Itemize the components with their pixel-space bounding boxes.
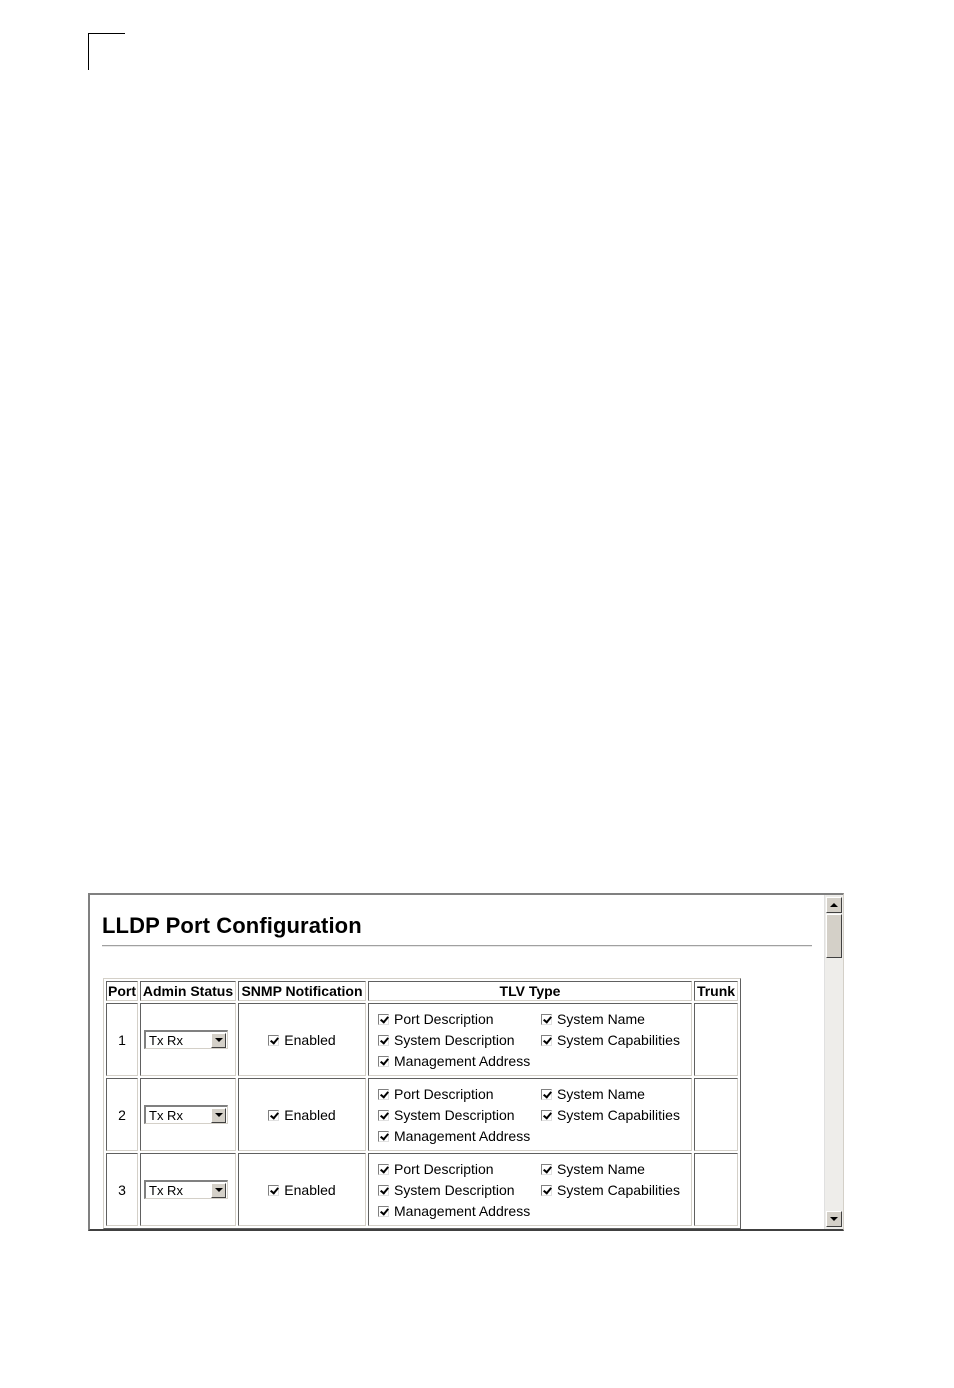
- tlv-label: System Capabilities: [557, 1031, 680, 1048]
- tlv-system-name: [541, 1160, 691, 1178]
- admin-status-select[interactable]: [144, 1105, 228, 1124]
- tlv-system-description-checkbox[interactable]: [378, 1110, 389, 1121]
- header-trunk: Trunk: [694, 981, 738, 1001]
- snmp-notification-cell: [238, 1003, 366, 1076]
- tlv-label: Port Description: [394, 1160, 494, 1177]
- tlv-system-name-checkbox[interactable]: [541, 1164, 552, 1175]
- tlv-port-description-checkbox[interactable]: [378, 1014, 389, 1025]
- admin-status-select[interactable]: [144, 1180, 228, 1199]
- dropdown-button[interactable]: [211, 1183, 226, 1198]
- admin-status-select[interactable]: [144, 1030, 228, 1049]
- tlv-management-address-checkbox[interactable]: [378, 1131, 389, 1142]
- snmp-notification-cell: [238, 1153, 366, 1226]
- tlv-label: Management Address: [394, 1127, 531, 1144]
- snmp-enabled-label: Enabled: [284, 1181, 336, 1198]
- tlv-label: Port Description: [394, 1085, 494, 1102]
- table-row: [106, 1003, 738, 1076]
- tlv-label: System Name: [557, 1010, 645, 1027]
- trunk-cell: [694, 1153, 738, 1226]
- dropdown-button[interactable]: [211, 1033, 226, 1048]
- tlv-label: System Description: [394, 1181, 515, 1198]
- scroll-up-button[interactable]: [826, 897, 842, 913]
- vertical-scrollbar[interactable]: [824, 895, 843, 1229]
- snmp-enabled-label: Enabled: [284, 1106, 336, 1123]
- tlv-management-address: [378, 1052, 541, 1070]
- tlv-label: Port Description: [394, 1010, 494, 1027]
- header-snmp-notification: SNMP Notification: [238, 981, 366, 1001]
- tlv-system-description-checkbox[interactable]: [378, 1035, 389, 1046]
- tlv-label: System Description: [394, 1106, 515, 1123]
- tlv-port-description-checkbox[interactable]: [378, 1164, 389, 1175]
- snmp-enabled-checkbox[interactable]: [268, 1185, 279, 1196]
- tlv-label: System Name: [557, 1085, 645, 1102]
- chevron-down-icon: [215, 1113, 223, 1117]
- title-divider: [102, 945, 812, 947]
- tlv-system-capabilities-checkbox[interactable]: [541, 1035, 552, 1046]
- tlv-label: System Capabilities: [557, 1106, 680, 1123]
- tlv-system-capabilities: [541, 1031, 691, 1049]
- tlv-port-description: [378, 1085, 541, 1103]
- tlv-management-address-checkbox[interactable]: [378, 1206, 389, 1217]
- page-title: LLDP Port Configuration: [102, 913, 362, 938]
- tlv-management-address: [378, 1127, 541, 1145]
- header-tlv-type: TLV Type: [368, 981, 692, 1001]
- tlv-system-description: [378, 1106, 541, 1124]
- table-row: [106, 1153, 738, 1226]
- tlv-system-description: [378, 1031, 541, 1049]
- tlv-system-capabilities: [541, 1106, 691, 1124]
- lldp-port-table: [103, 978, 741, 1229]
- tlv-label: Management Address: [394, 1202, 531, 1219]
- tlv-system-capabilities: [541, 1181, 691, 1199]
- chevron-down-icon: [215, 1038, 223, 1042]
- admin-status-cell: [140, 1003, 236, 1076]
- lldp-port-config-window: [88, 893, 844, 1231]
- tlv-type-cell: [368, 1153, 692, 1226]
- tlv-label: System Description: [394, 1031, 515, 1048]
- admin-status-value: Tx Rx: [149, 1182, 183, 1198]
- dropdown-button[interactable]: [211, 1108, 226, 1123]
- table-header-row: [106, 981, 738, 1001]
- tlv-label: System Name: [557, 1160, 645, 1177]
- scroll-down-button[interactable]: [826, 1211, 842, 1227]
- scroll-down-arrow-icon: [830, 1217, 838, 1221]
- trunk-cell: [694, 1078, 738, 1151]
- tlv-port-description-checkbox[interactable]: [378, 1089, 389, 1100]
- scroll-up-arrow-icon: [830, 903, 838, 907]
- tlv-system-name-checkbox[interactable]: [541, 1014, 552, 1025]
- header-admin-status: Admin Status: [140, 981, 236, 1001]
- tlv-system-name: [541, 1010, 691, 1028]
- tlv-type-cell: [368, 1078, 692, 1151]
- tlv-system-capabilities-checkbox[interactable]: [541, 1110, 552, 1121]
- tlv-system-description: [378, 1181, 541, 1199]
- tlv-port-description: [378, 1160, 541, 1178]
- tlv-system-description-checkbox[interactable]: [378, 1185, 389, 1196]
- port-number: 2: [106, 1078, 138, 1151]
- tlv-management-address: [378, 1202, 541, 1220]
- tlv-management-address-checkbox[interactable]: [378, 1056, 389, 1067]
- tlv-type-cell: [368, 1003, 692, 1076]
- port-number: 3: [106, 1153, 138, 1226]
- page-corner-mark: [88, 33, 125, 70]
- scrollbar-thumb[interactable]: [826, 914, 842, 958]
- port-number: 1: [106, 1003, 138, 1076]
- admin-status-cell: [140, 1153, 236, 1226]
- tlv-system-capabilities-checkbox[interactable]: [541, 1185, 552, 1196]
- chevron-down-icon: [215, 1188, 223, 1192]
- tlv-system-name: [541, 1085, 691, 1103]
- header-port: Port: [108, 983, 136, 999]
- admin-status-cell: [140, 1078, 236, 1151]
- snmp-enabled-label: Enabled: [284, 1031, 336, 1048]
- snmp-enabled-checkbox[interactable]: [268, 1035, 279, 1046]
- tlv-label: Management Address: [394, 1052, 531, 1069]
- tlv-label: System Capabilities: [557, 1181, 680, 1198]
- snmp-enabled-checkbox[interactable]: [268, 1110, 279, 1121]
- admin-status-value: Tx Rx: [149, 1107, 183, 1123]
- tlv-port-description: [378, 1010, 541, 1028]
- tlv-system-name-checkbox[interactable]: [541, 1089, 552, 1100]
- trunk-cell: [694, 1003, 738, 1076]
- table-row: [106, 1078, 738, 1151]
- snmp-notification-cell: [238, 1078, 366, 1151]
- admin-status-value: Tx Rx: [149, 1032, 183, 1048]
